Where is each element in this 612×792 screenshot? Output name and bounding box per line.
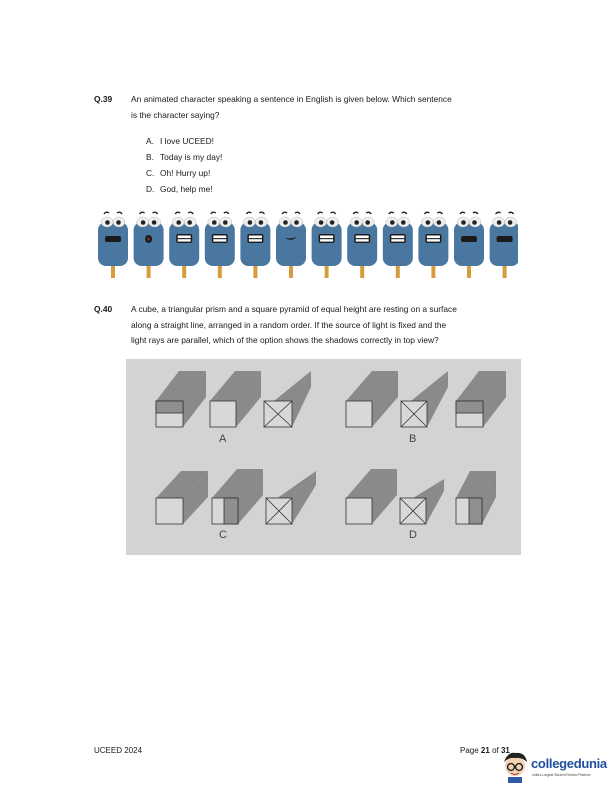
figure-label-c: C [219, 529, 227, 541]
option-c-figure [156, 469, 316, 524]
question-number: Q.40 [94, 304, 113, 314]
question-text: A cube, a triangular prism and a square pyramid of equal height are resting on a surface along a straight line, arranged in a random order. If the source of light is fixed and the light rays are parallel, which of the option shows the shadows correctly in top view? [131, 304, 457, 345]
question-40 [94, 302, 534, 350]
figure-label-a: A [219, 433, 227, 445]
mascot-icon [500, 750, 530, 784]
figure-label-b: B [409, 433, 417, 445]
page-number: Page 21 of 31 [460, 746, 510, 755]
character-frame [347, 212, 377, 278]
cube-top [156, 498, 183, 524]
prism-face [224, 498, 238, 524]
question-39 [94, 92, 534, 124]
cube-top [346, 498, 372, 524]
character-frame [134, 212, 164, 278]
option-b-figure [346, 371, 506, 427]
character-frame [276, 212, 306, 278]
shadow-options-figure [126, 359, 521, 555]
character-frame [169, 212, 199, 278]
character-frames [94, 206, 518, 280]
cube-top [210, 401, 236, 427]
option-d-figure [346, 469, 496, 524]
shadow [427, 371, 448, 427]
footer-left: UCEED 2024 [94, 746, 143, 755]
character-frame [98, 212, 128, 278]
brand-tagline: India's Largest Student Review Platform [532, 773, 591, 777]
prism-face [456, 401, 483, 413]
character-frame [240, 212, 270, 278]
collegedunia-logo [500, 748, 610, 788]
shadow [292, 471, 316, 524]
cube-top [346, 401, 372, 427]
question-text: An animated character speaking a sentence in English is given below. Which sentence is the character saying? [131, 94, 452, 120]
figure-label-d: D [409, 529, 417, 541]
prism-face [156, 401, 183, 413]
character-frame [490, 212, 518, 278]
option-a-figure [156, 371, 311, 427]
character-frame [205, 212, 235, 278]
character-frame [418, 212, 448, 278]
character-frame [383, 212, 413, 278]
character-frame [312, 212, 342, 278]
brand-name: collegedunia [531, 756, 607, 771]
prism-face [469, 498, 482, 524]
question-number: Q.39 [94, 94, 113, 104]
character-frame [454, 212, 484, 278]
shadow-drawings [126, 359, 521, 555]
